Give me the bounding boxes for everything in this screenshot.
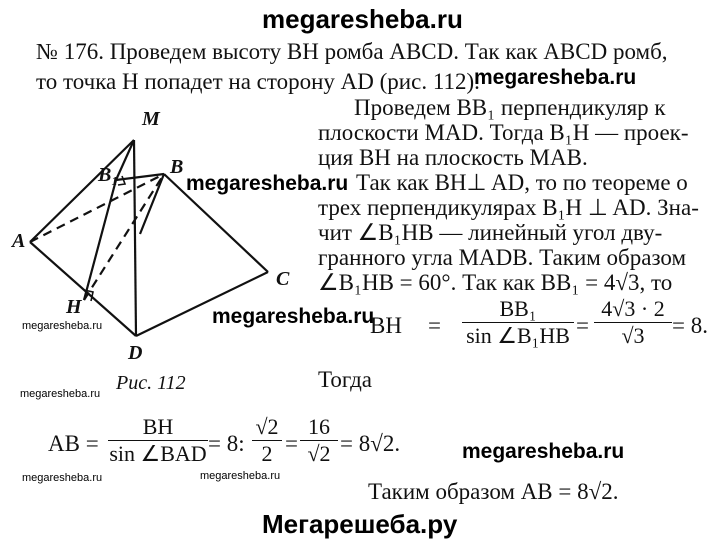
denominator: √2 (300, 440, 338, 467)
watermark: megaresheba.ru (212, 305, 375, 328)
eq-result: = 8√2. (340, 431, 401, 456)
text-line: Проведем BB₁ перпендикуляр к (354, 95, 666, 120)
text-line: ∠B₁HB = 60°. Так как BB₁ = 4√3, то (318, 270, 673, 295)
watermark: megaresheba.ru (20, 388, 101, 400)
point-label-B: B (170, 156, 184, 178)
edge-BM-front (140, 174, 164, 234)
numerator: BB₁ (499, 296, 537, 321)
text-line: Так как BH⊥ AD, то по теореме о (356, 170, 688, 195)
watermark: megaresheba.ru (462, 440, 625, 463)
eq-term: = 8: (208, 431, 245, 456)
text-line: плоскости MAD. Тогда B₁H — проек- (318, 120, 689, 145)
watermark: megaresheba.ru (200, 470, 281, 482)
text-line: трех перпендикулярах B₁H ⊥ AD. Зна- (318, 195, 699, 220)
edge-AM (30, 140, 134, 242)
edge-MD (134, 140, 136, 336)
text-line: № 176. Проведем высоту BH ромба ABCD. Так как ABCD ромб, (36, 39, 668, 64)
text-line: чит ∠B₁HB — линейный угол дву- (318, 220, 663, 245)
text-line: то точка H попадет на сторону AD (рис. 112). (36, 69, 480, 94)
point-label-B1: B₁ (98, 164, 119, 186)
edge-MB1 (116, 140, 134, 180)
edge-AD (30, 242, 136, 336)
numerator: BH (142, 414, 174, 439)
eq-sign: = (428, 313, 441, 338)
edge-CD (136, 272, 268, 336)
watermark: megaresheba.ru (474, 66, 637, 89)
edge-HB-dashed (84, 174, 164, 300)
numerator: 16 (308, 414, 330, 439)
eq-term: BH (370, 313, 402, 338)
watermark: megaresheba.ru (22, 472, 103, 484)
denominator: 2 (252, 440, 282, 467)
denominator: sin ∠BAD (109, 441, 207, 466)
conclusion: Таким образом AB = 8√2. (368, 479, 619, 504)
watermark-bottom: Мегарешеба.ру (262, 509, 458, 539)
eq-sign: = (576, 313, 589, 338)
numerator: √2 (255, 414, 279, 439)
point-label-A: A (12, 230, 26, 252)
figure-caption: Рис. 112 (116, 372, 186, 394)
watermark-top: megaresheba.ru (262, 4, 463, 34)
text-line: гранного угла MADB. Таким образом (318, 245, 687, 270)
denominator: sin ∠B₁HB (462, 322, 574, 349)
denominator: √3 (594, 322, 672, 349)
eq-term: AB = (48, 431, 99, 456)
edge-B1H (84, 180, 116, 300)
eq-result: = 8. (672, 313, 708, 338)
edge-BC (164, 174, 268, 272)
point-label-C: C (276, 268, 290, 290)
text-line: Тогда (318, 367, 373, 392)
point-label-D: D (128, 342, 143, 364)
numerator: 4√3 · 2 (601, 296, 665, 321)
text-line: ция BH на плоскость MAB. (318, 145, 588, 170)
watermark: megaresheba.ru (186, 172, 349, 195)
watermark: megaresheba.ru (22, 320, 103, 332)
edge-AB-dashed (30, 174, 164, 242)
point-label-H: H (66, 296, 82, 318)
eq-sign: = (285, 431, 298, 456)
point-label-M: M (142, 108, 160, 130)
